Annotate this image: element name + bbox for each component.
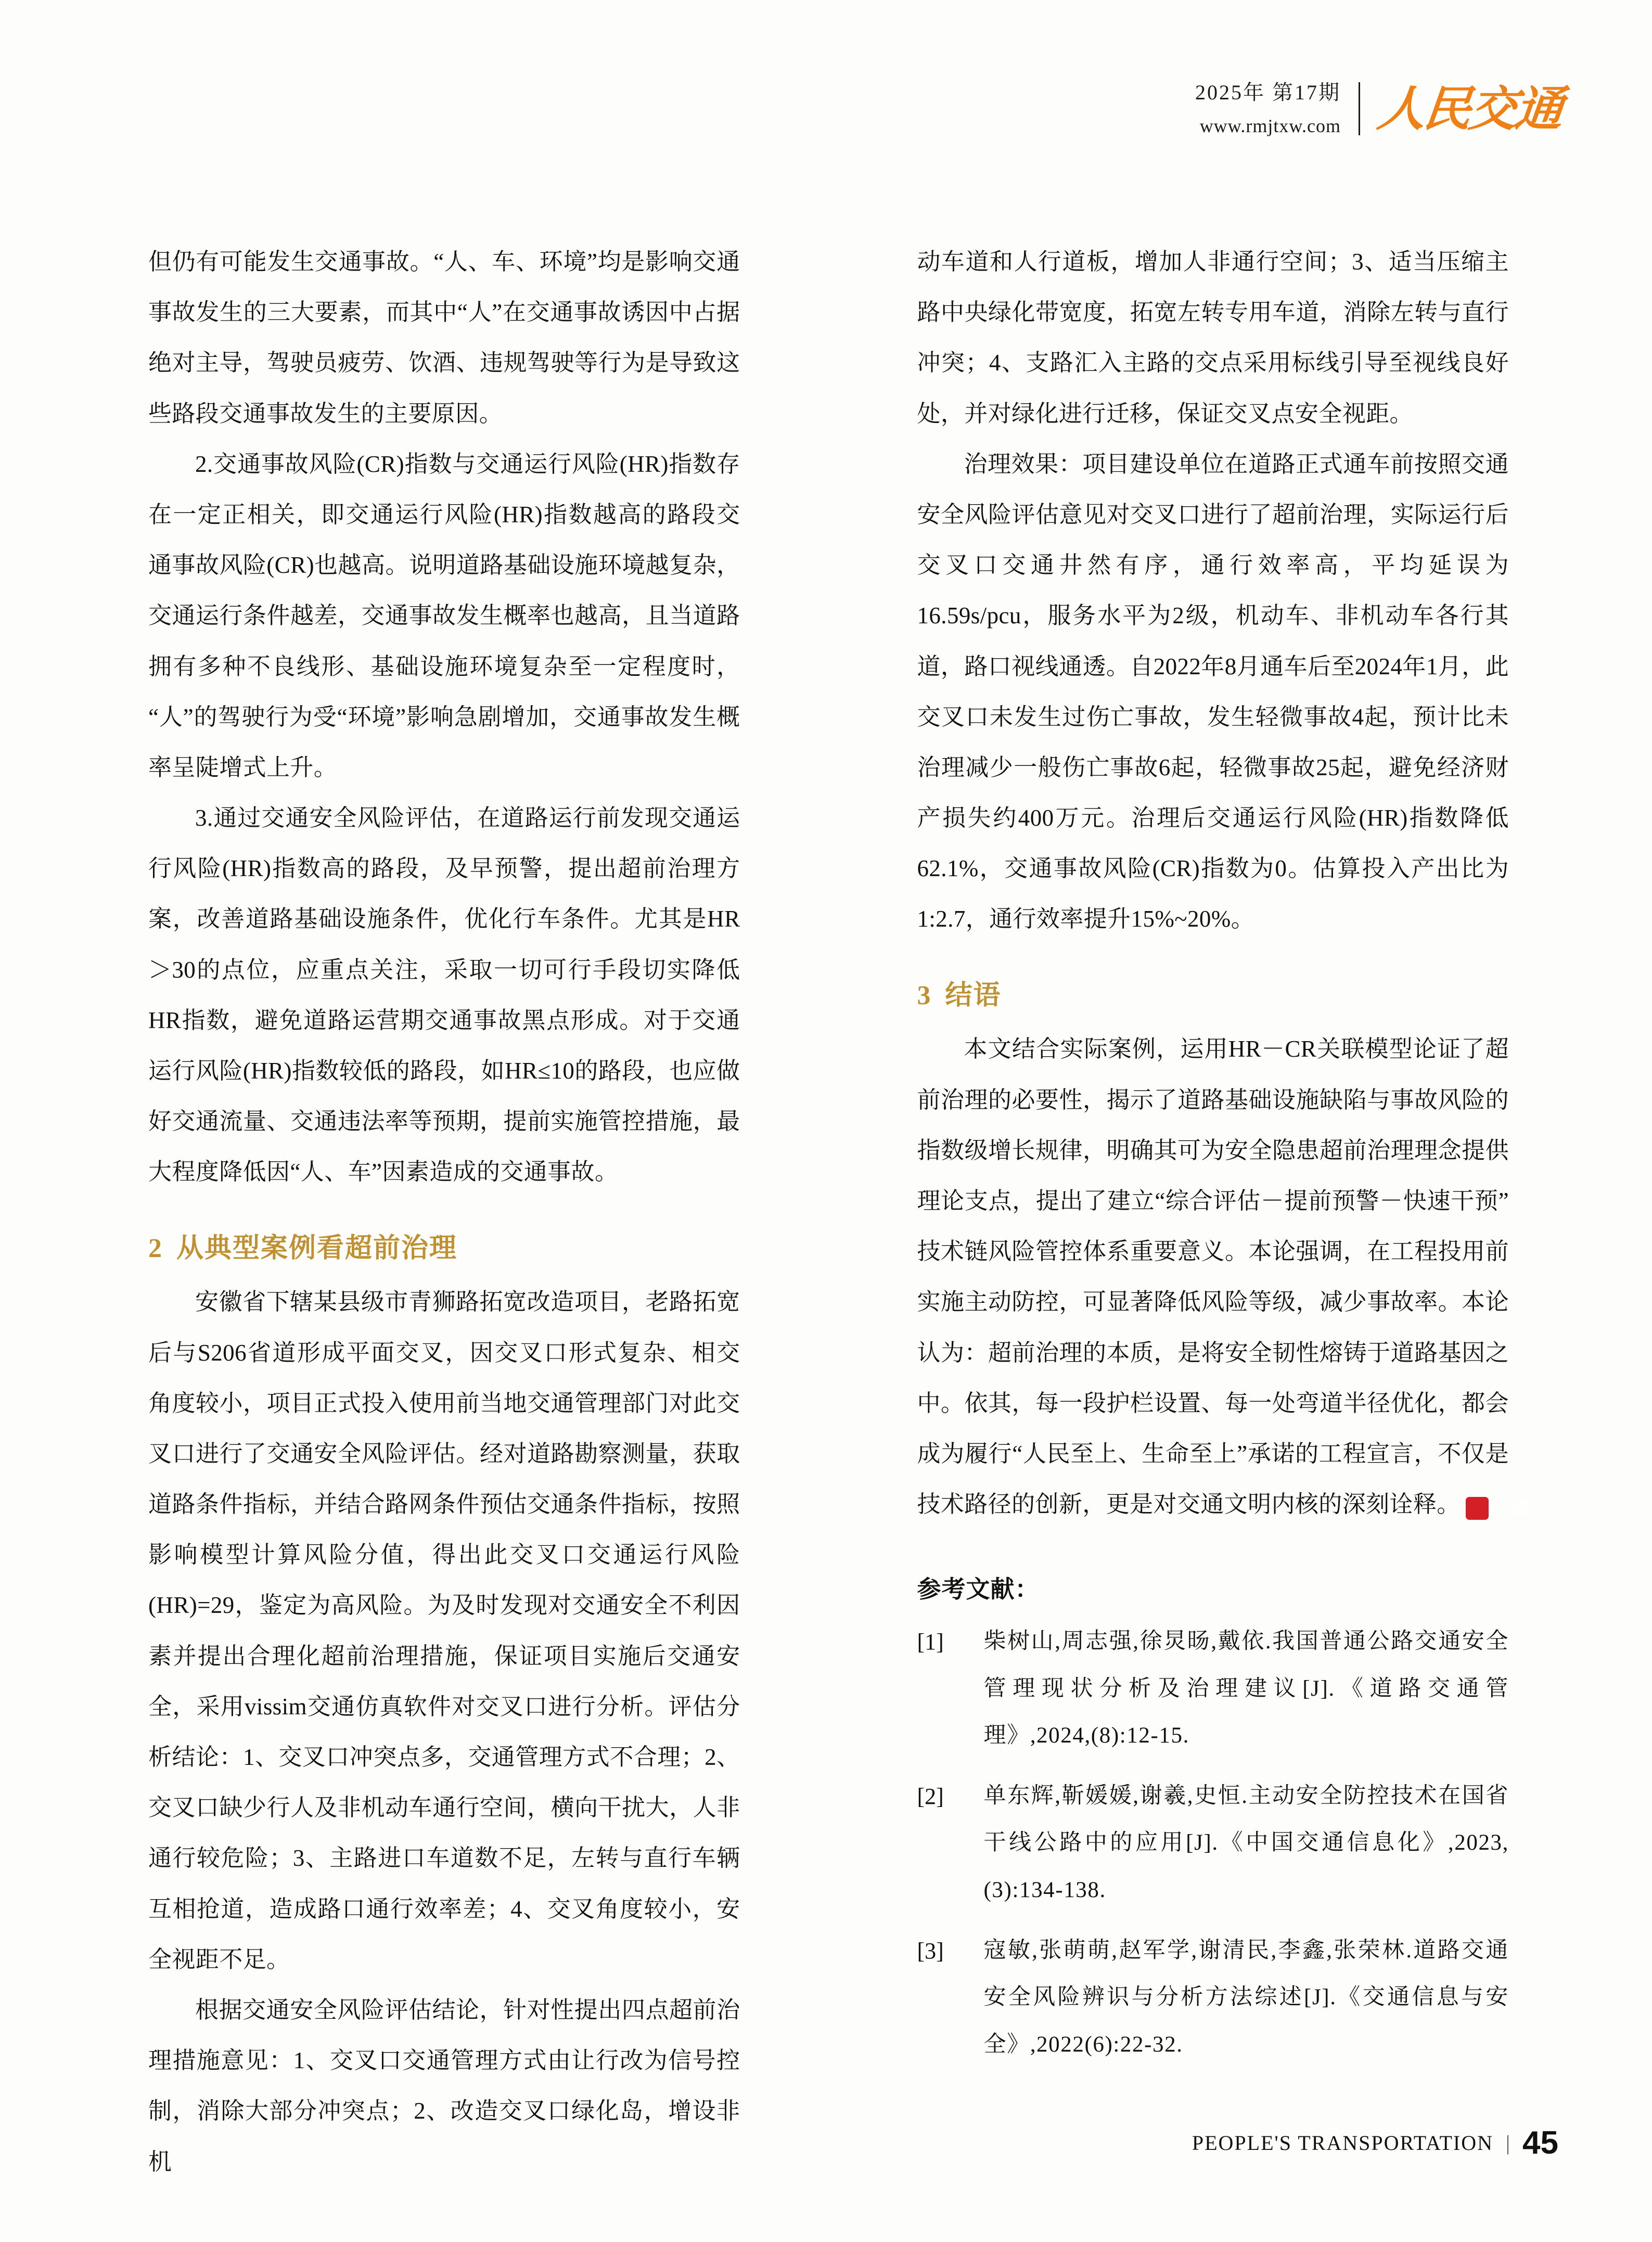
page-footer: [1192, 2124, 1558, 2161]
website-url: www.rmjtxw.com: [1199, 115, 1341, 136]
paragraph-finding-2: 2.交通事故风险(CR)指数与交通运行风险(HR)指数存在一定正相关，即交通运行风险(HR)指数越高的路段交通事故风险(CR)也越高。说明道路基础设施环境越复杂，交通运行条件越差，交通事故发生概率也越高，且当道路拥有多种不良线形、基础设施环境复杂至一定程度时，“人”的驾驶行为受“环境”影响急剧增加，交通事故发生概率呈陡增式上升。: [148, 451, 740, 780]
masthead: [1195, 78, 1564, 139]
paragraph-finding-3: 3.通过交通安全风险评估，在道路运行前发现交通运行风险(HR)指数高的路段，及早预警，提出超前治理方案，改善道路基础设施条件，优化行车条件。尤其是HR＞30的点位，应重点关注，采取一切可行手段切实降低HR指数，避免道路运营期交通事故黑点形成。对于交通运行风险(HR)指数较低的路段，如HR≤10的路段，也应做好交通流量、交通违法率等预期，提前实施管控措施，最大程度降低因“人、车”因素造成的交通事故。: [148, 805, 740, 1185]
paragraph-continuation: 但仍有可能发生交通事故。“人、车、环境”均是影响交通事故发生的三大要素，而其中“人”在交通事故诱因中占据绝对主导，驾驶员疲劳、饮酒、违规驾驶等行为是导致这些路段交通事故发生的主要原因。: [148, 249, 740, 427]
reference-text: 柴树山,周志强,徐炅旸,戴依.我国普通公路交通安全管理现状分析及治理建议[J].《道路交通管理》,2024,(8):12-15.: [983, 1629, 1509, 1748]
issue-label: 2025年 第17期: [1195, 81, 1341, 104]
article-columns: [148, 237, 1530, 2187]
left-column: [148, 237, 740, 2187]
right-column: [917, 237, 1530, 2187]
masthead-divider: [1359, 82, 1360, 135]
paragraph-measures-continued: 动车道和人行道板，增加人非通行空间；3、适当压缩主路中央绿化带宽度，拓宽左转专用车道，消除左转与直行冲突；4、支路汇入主路的交点采用标线引导至视线良好处，并对绿化进行迁移，保证交叉点安全视距。: [917, 249, 1509, 427]
paragraph-conclusion: [917, 1024, 1530, 1530]
paragraph-measures: 根据交通安全风险评估结论，针对性提出四点超前治理措施意见：1、交叉口交通管理方式由让行改为信号控制，消除大部分冲突点；2、改造交叉口绿化岛，增设非机: [148, 1996, 740, 2175]
reference-item: [917, 1773, 1509, 1914]
page-number: 45: [1522, 2125, 1558, 2161]
reference-text: 寇敏,张萌萌,赵军学,谢清民,李鑫,张荣林.道路交通安全风险辨识与分析方法综述[J].《交通信息与安全》,2022(6):22-32.: [983, 1938, 1509, 2057]
masthead-text-block: [1195, 78, 1341, 139]
reference-number: [3]: [917, 1938, 944, 1964]
reference-text: 单东辉,靳媛媛,谢羲,史恒.主动安全防控技术在国省干线公路中的应用[J].《中国交通信息化》,2023,(3):134-138.: [983, 1784, 1509, 1902]
reference-number: [2]: [917, 1784, 944, 1810]
section-number: 2: [148, 1233, 163, 1263]
journal-logo: 人民交通: [1375, 80, 1564, 137]
section-title: 从典型案例看超前治理: [176, 1233, 458, 1263]
conclusion-text: 本文结合实际案例，运用HR－CR关联模型论证了超前治理的必要性，揭示了道路基础设施缺陷与事故风险的指数级增长规律，明确其可为安全隐患超前治理理念提供理论支点，提出了建立“综合评估－提前预警－快速干预”技术链风险管控体系重要意义。本论强调，在工程投用前实施主动防控，可显著降低风险等级，减少事故率。本论认为：超前治理的本质，是将安全韧性熔铸于道路基因之中。依其，每一段护栏设置、每一处弯道半径优化，都会成为履行“人民至上、生命至上”承诺的工程宣言，不仅是技术路径的创新，更是对交通文明内核的深刻诠释。: [917, 1036, 1509, 1518]
section-heading-2: [148, 1230, 740, 1268]
reference-item: [917, 1927, 1509, 2068]
references-list: [917, 1618, 1509, 2068]
paragraph-case-study: 安徽省下辖某县级市青狮路拓宽改造项目，老路拓宽后与S206省道形成平面交叉，因交叉口形式复杂、相交角度较小，项目正式投入使用前当地交通管理部门对此交叉口进行了交通安全风险评估。经对道路勘察测量，获取道路条件指标，并结合路网条件预估交通条件指标，按照影响模型计算风险分值，得出此交叉口交通运行风险(HR)=29，鉴定为高风险。为及时发现对交通安全不利因素并提出合理化超前治理措施，保证项目实施后交通安全，采用vissim交通仿真软件对交叉口进行分析。评估分析结论：1、交叉口冲突点多，交通管理方式不合理；2、交叉口缺少行人及非机动车通行空间，横向干扰大，人非通行较危险；3、主路进口车道数不足，左转与直行车辆互相抢道，造成路口通行效率差；4、交叉角度较小，安全视距不足。: [148, 1289, 740, 1972]
footer-brand: PEOPLE'S TRANSPORTATION: [1192, 2131, 1494, 2155]
section-heading-3: [917, 977, 1509, 1015]
paragraph-treatment-effect: 治理效果：项目建设单位在道路正式通车前按照交通安全风险评估意见对交叉口进行了超前治理，实际运行后交叉口交通井然有序，通行效率高，平均延误为16.59s/pcu，服务水平为2级，机动车、非机动车各行其道，路口视线通透。自2022年8月通车后至2024年1月，此交叉口未发生过伤亡事故，发生轻微事故4起，预计比未治理减少一般伤亡事故6起，轻微事故25起，避免经济财产损失约400万元。治理后交通运行风险(HR)指数降低62.1%，交通事故风险(CR)指数为0。估算投入产出比为1:2.7，通行效率提升15%~20%。: [917, 451, 1509, 932]
section-number: 3: [917, 980, 932, 1010]
reference-number: [1]: [917, 1629, 944, 1655]
references-heading: 参考文献：: [917, 1576, 1040, 1603]
footer-separator: |: [1506, 2131, 1510, 2155]
reference-item: [917, 1618, 1509, 1759]
section-title: 结语: [945, 980, 1002, 1010]
end-of-article-mark-icon: 通: [1466, 1497, 1489, 1520]
